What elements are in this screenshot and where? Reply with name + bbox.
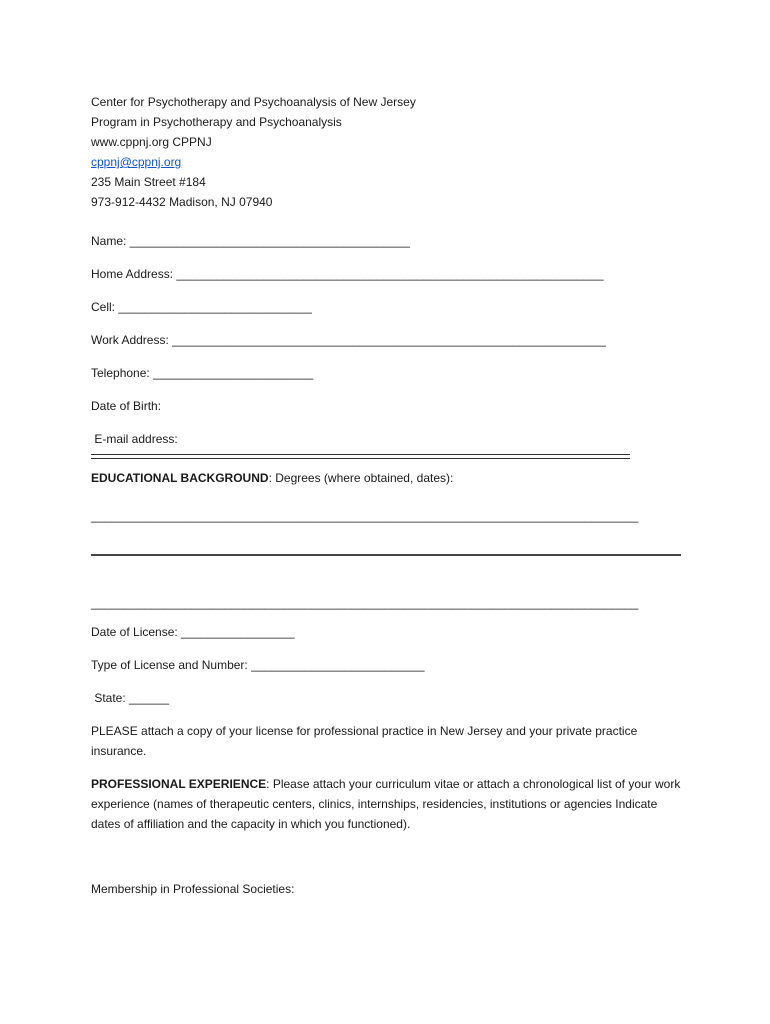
education-heading: EDUCATIONAL BACKGROUND xyxy=(91,471,269,485)
license-attach-note: PLEASE attach a copy of your license for professional practice in New Jersey and your private practice insurance. xyxy=(91,724,638,758)
telephone-field[interactable]: Telephone: ________________________ xyxy=(91,366,314,380)
membership-label: Membership in Professional Societies: xyxy=(91,882,295,896)
work-address-field[interactable]: Work Address: _________________________________________________________________ xyxy=(91,333,606,347)
street-address: 235 Main Street #184 xyxy=(91,175,206,189)
org-name: Center for Psychotherapy and Psychoanalysis of New Jersey xyxy=(91,95,416,109)
date-of-license-field[interactable]: Date of License: _________________ xyxy=(91,625,295,639)
name-field[interactable]: Name: __________________________________________ xyxy=(91,234,410,248)
email-link[interactable]: cppnj@cppnj.org xyxy=(91,155,182,169)
program-name: Program in Psychotherapy and Psychoanalysis xyxy=(91,115,342,129)
home-address-field[interactable]: Home Address: ________________________________________________________________ xyxy=(91,267,604,281)
experience-heading: PROFESSIONAL EXPERIENCE xyxy=(91,777,267,791)
double-divider xyxy=(91,454,630,459)
education-blank-line-2[interactable]: __________________________________________________________________________________ xyxy=(91,596,639,610)
experience-text: : Please attach your curriculum vitae or attach a chronological list of your work experience (names of therapeutic centers, clinics, internships, residencies, institutions or agencies Indicate dates of affiliation and the capacity in which you functioned). xyxy=(91,777,681,831)
education-heading-line xyxy=(91,470,453,486)
license-type-field[interactable]: Type of License and Number: __________________________ xyxy=(91,658,425,672)
state-field[interactable]: State: ______ xyxy=(91,691,170,705)
education-blank-line-1[interactable]: __________________________________________________________________________________ xyxy=(91,509,639,523)
education-heading-rest: : Degrees (where obtained, dates): xyxy=(268,471,454,485)
email-field[interactable]: E-mail address: xyxy=(91,432,178,446)
phone-city: 973-912-4432 Madison, NJ 07940 xyxy=(91,195,273,209)
date-of-birth-field[interactable]: Date of Birth: xyxy=(91,399,162,413)
thick-divider xyxy=(91,554,681,556)
website: www.cppnj.org CPPNJ xyxy=(91,135,212,149)
cell-field[interactable]: Cell: _____________________________ xyxy=(91,300,312,314)
professional-experience xyxy=(91,774,681,834)
